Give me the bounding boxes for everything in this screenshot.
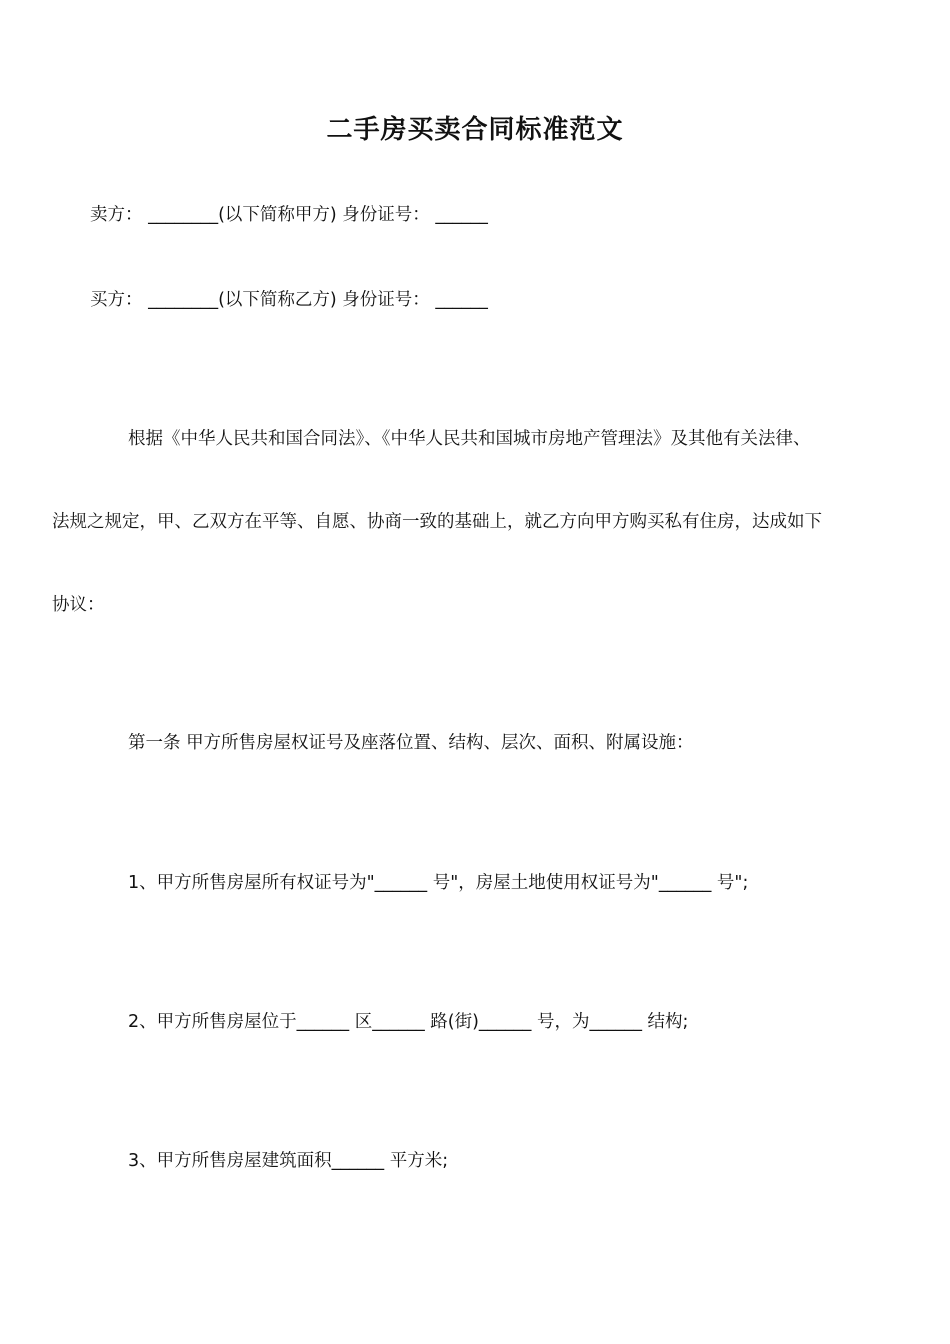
document-title: 二手房买卖合同标准范文 <box>326 115 624 145</box>
preamble-line-2: 法规之规定，甲、乙双方在平等、自愿、协商一致的基础上，就乙方向甲方购买私有住房，达成如下 <box>52 512 822 532</box>
article-1-heading: 第一条 甲方所售房屋权证号及座落位置、结构、层次、面积、附属设施： <box>128 733 694 753</box>
preamble-line-3: 协议： <box>52 595 105 615</box>
seller-line: 卖方： ________(以下简称甲方) 身份证号： ______ <box>90 205 488 225</box>
preamble-line-1: 根据《中华人民共和国合同法》、《中华人民共和国城市房地产管理法》及其他有关法律、 <box>128 429 811 449</box>
article-1-item-2: 2、甲方所售房屋位于______ 区______ 路(街)______ 号，为______ 结构; <box>128 1012 689 1032</box>
buyer-line: 买方： ________(以下简称乙方) 身份证号： ______ <box>90 290 488 310</box>
article-1-item-1: 1、甲方所售房屋所有权证号为"______ 号"，房屋土地使用权证号为"______ 号"; <box>128 873 749 893</box>
article-1-item-3: 3、甲方所售房屋建筑面积______ 平方米; <box>128 1151 449 1171</box>
